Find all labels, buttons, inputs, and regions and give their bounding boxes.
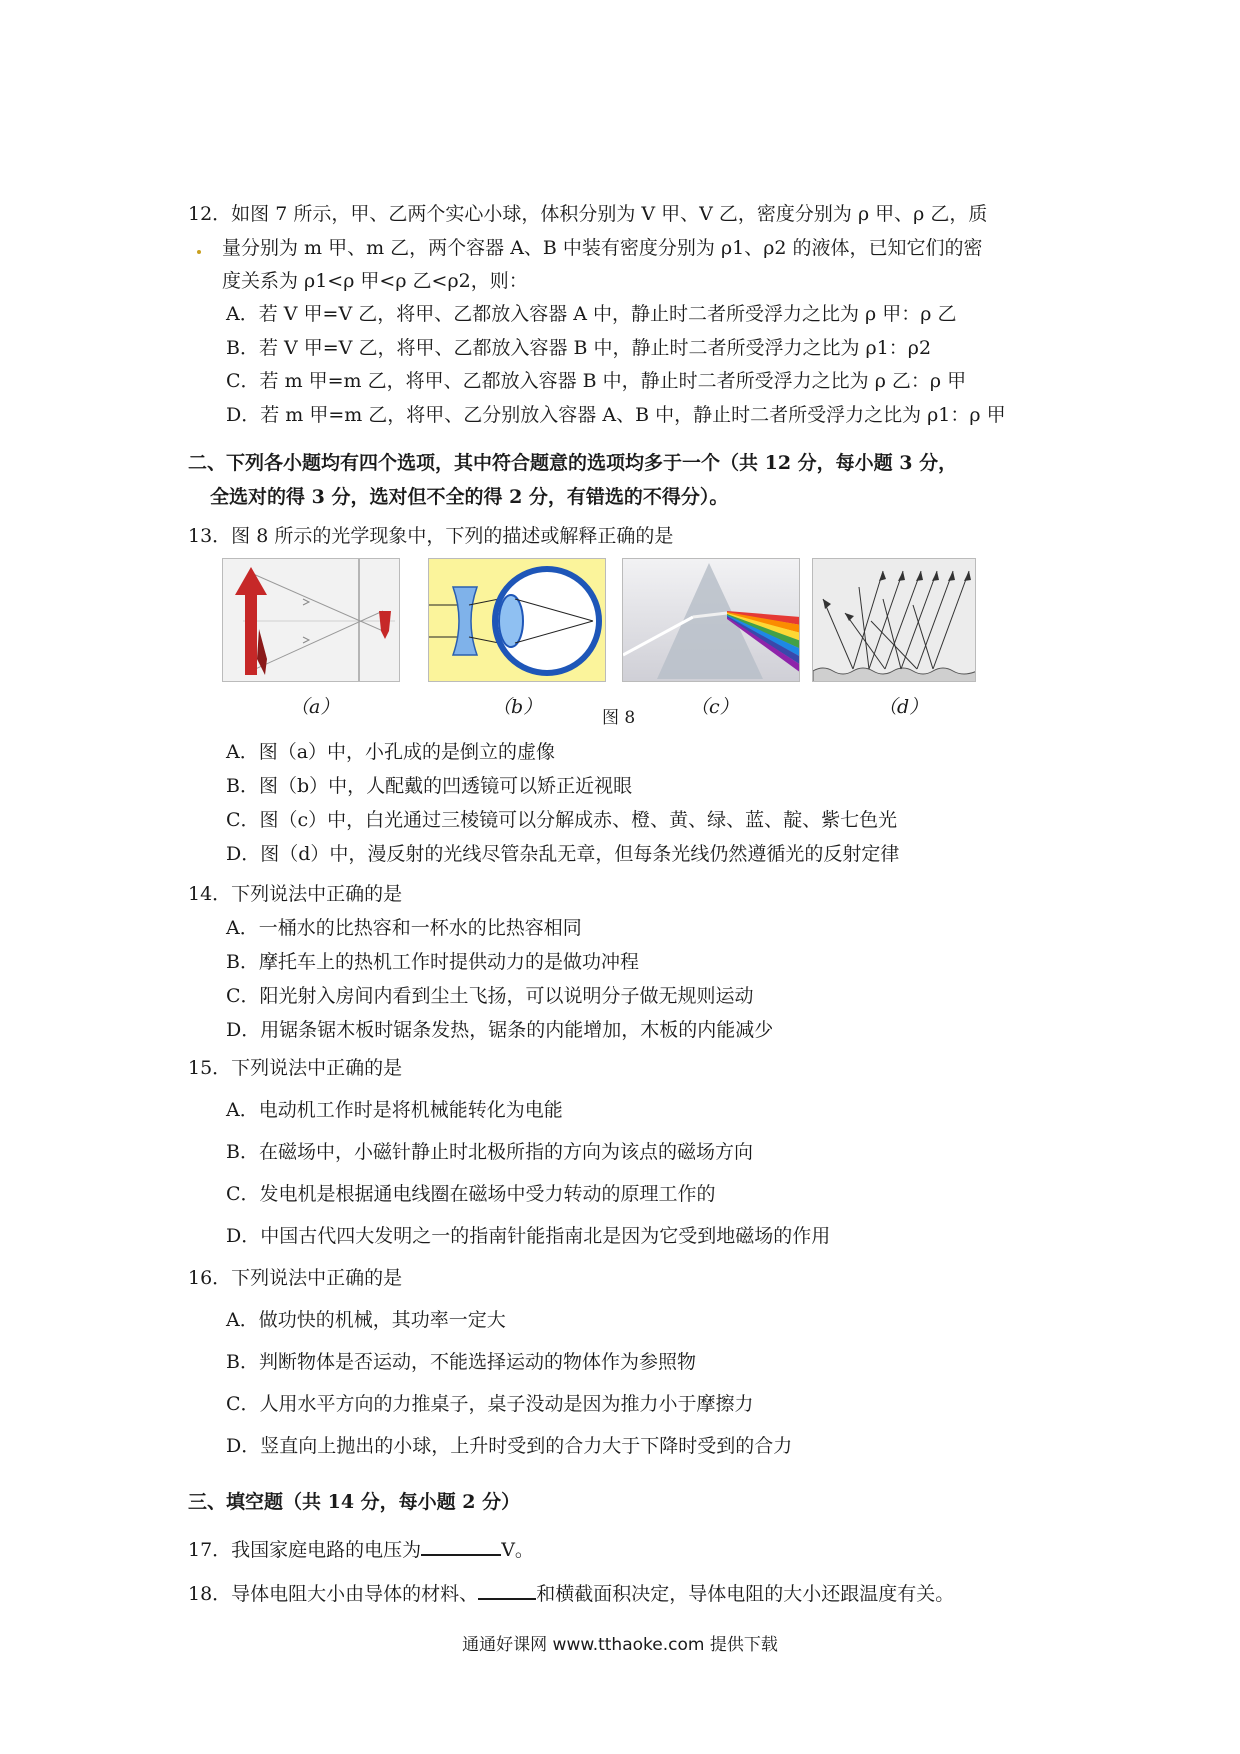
- q12-option-a: A．若 V 甲=V 乙，将甲、乙都放入容器 A 中，静止时二者所受浮力之比为 ρ 甲：ρ 乙: [226, 303, 957, 325]
- q16-option-c: C．人用水平方向的力推桌子，桌子没动是因为推力小于摩擦力: [226, 1393, 754, 1415]
- q14-option-c: C．阳光射入房间内看到尘土飞扬，可以说明分子做无规则运动: [226, 985, 754, 1007]
- q16-stem: 16．下列说法中正确的是: [188, 1267, 403, 1289]
- figure-b-eye-lens-image: [428, 558, 606, 682]
- q13-stem: 13．图 8 所示的光学现象中，下列的描述或解释正确的是: [188, 525, 674, 547]
- q13-option-b: B．图（b）中，人配戴的凹透镜可以矫正近视眼: [226, 775, 633, 797]
- q17: [188, 1534, 534, 1564]
- q17-text-before: 17．我国家庭电路的电压为: [188, 1539, 422, 1561]
- figure-c-prism-image: [622, 558, 800, 682]
- eye-diagram: [429, 559, 606, 682]
- q15-option-c: C．发电机是根据通电线圈在磁场中受力转动的原理工作的: [226, 1183, 716, 1205]
- q15-option-d: D．中国古代四大发明之一的指南针能指南北是因为它受到地磁场的作用: [226, 1225, 831, 1247]
- q17-answer-blank[interactable]: [421, 1534, 501, 1556]
- q12-line-2: 量分别为 m 甲、m 乙，两个容器 A、B 中装有密度分别为 ρ1、ρ2 的液体，已知它们的密: [222, 237, 983, 259]
- q14-option-b: B．摩托车上的热机工作时提供动力的是做功冲程: [226, 951, 639, 973]
- section-2-heading-line-2: 全选对的得 3 分，选对但不全的得 2 分，有错选的不得分）。: [210, 486, 729, 508]
- section-3-heading: 三、填空题（共 14 分，每小题 2 分）: [188, 1491, 521, 1513]
- q16-option-a: A．做功快的机械，其功率一定大: [226, 1309, 506, 1331]
- q16-option-b: B．判断物体是否运动，不能选择运动的物体作为参照物: [226, 1351, 696, 1373]
- q18: [188, 1578, 954, 1608]
- figure-label-d: （d）: [878, 696, 929, 718]
- q14-option-d: D．用锯条锯木板时锯条发热，锯条的内能增加，木板的内能减少: [226, 1019, 774, 1041]
- footer-credit: 通通好课网 www.tthaoke.com 提供下载: [462, 1635, 778, 1655]
- figure-label-b: （b）: [492, 696, 543, 718]
- q14-option-a: A．一桶水的比热容和一杯水的比热容相同: [226, 917, 582, 939]
- figure-label-a: （a）: [290, 696, 340, 718]
- q16-option-d: D．竖直向上抛出的小球，上升时受到的合力大于下降时受到的合力: [226, 1435, 793, 1457]
- q12-option-c: C．若 m 甲=m 乙，将甲、乙都放入容器 B 中，静止时二者所受浮力之比为 ρ 乙：ρ 甲: [226, 370, 967, 392]
- diffuse-reflection-diagram: [813, 559, 976, 682]
- q15-option-a: A．电动机工作时是将机械能转化为电能: [226, 1099, 563, 1121]
- q13-option-a: A．图（a）中，小孔成的是倒立的虚像: [226, 741, 556, 763]
- q15-option-b: B．在磁场中，小磁针静止时北极所指的方向为该点的磁场方向: [226, 1141, 753, 1163]
- q12-option-d: D．若 m 甲=m 乙，将甲、乙分别放入容器 A、B 中，静止时二者所受浮力之比为 ρ1：ρ 甲: [226, 404, 1006, 426]
- stray-mark: [197, 250, 201, 254]
- q14-stem: 14．下列说法中正确的是: [188, 883, 403, 905]
- q17-text-after: V。: [501, 1539, 534, 1561]
- pinhole-diagram: [223, 559, 400, 682]
- q18-text-before: 18．导体电阻大小由导体的材料、: [188, 1583, 479, 1605]
- q15-stem: 15．下列说法中正确的是: [188, 1057, 403, 1079]
- figure-a-pinhole-image: [222, 558, 400, 682]
- q12-line-1: 12．如图 7 所示，甲、乙两个实心小球，体积分别为 V 甲、V 乙，密度分别为 ρ 甲、ρ 乙，质: [188, 203, 988, 225]
- figure-label-c: （c）: [690, 696, 739, 718]
- section-2-heading-line-1: 二、下列各小题均有四个选项，其中符合题意的选项均多于一个（共 12 分，每小题 3 分，: [188, 452, 958, 474]
- q13-option-c: C．图（c）中，白光通过三棱镜可以分解成赤、橙、黄、绿、蓝、靛、紫七色光: [226, 809, 898, 831]
- figure-d-diffuse-reflection-image: [812, 558, 976, 682]
- q18-answer-blank[interactable]: [478, 1578, 536, 1600]
- prism-diagram: [623, 559, 800, 682]
- q18-text-after: 和横截面积决定，导体电阻的大小还跟温度有关。: [536, 1583, 955, 1605]
- q12-line-3: 度关系为 ρ1<ρ 甲<ρ 乙<ρ2，则：: [222, 270, 528, 292]
- q13-option-d: D．图（d）中，漫反射的光线尽管杂乱无章，但每条光线仍然遵循光的反射定律: [226, 843, 900, 865]
- q12-option-b: B．若 V 甲=V 乙，将甲、乙都放入容器 B 中，静止时二者所受浮力之比为 ρ1：ρ2: [226, 337, 932, 359]
- figure-8-title: 图 8: [602, 708, 636, 728]
